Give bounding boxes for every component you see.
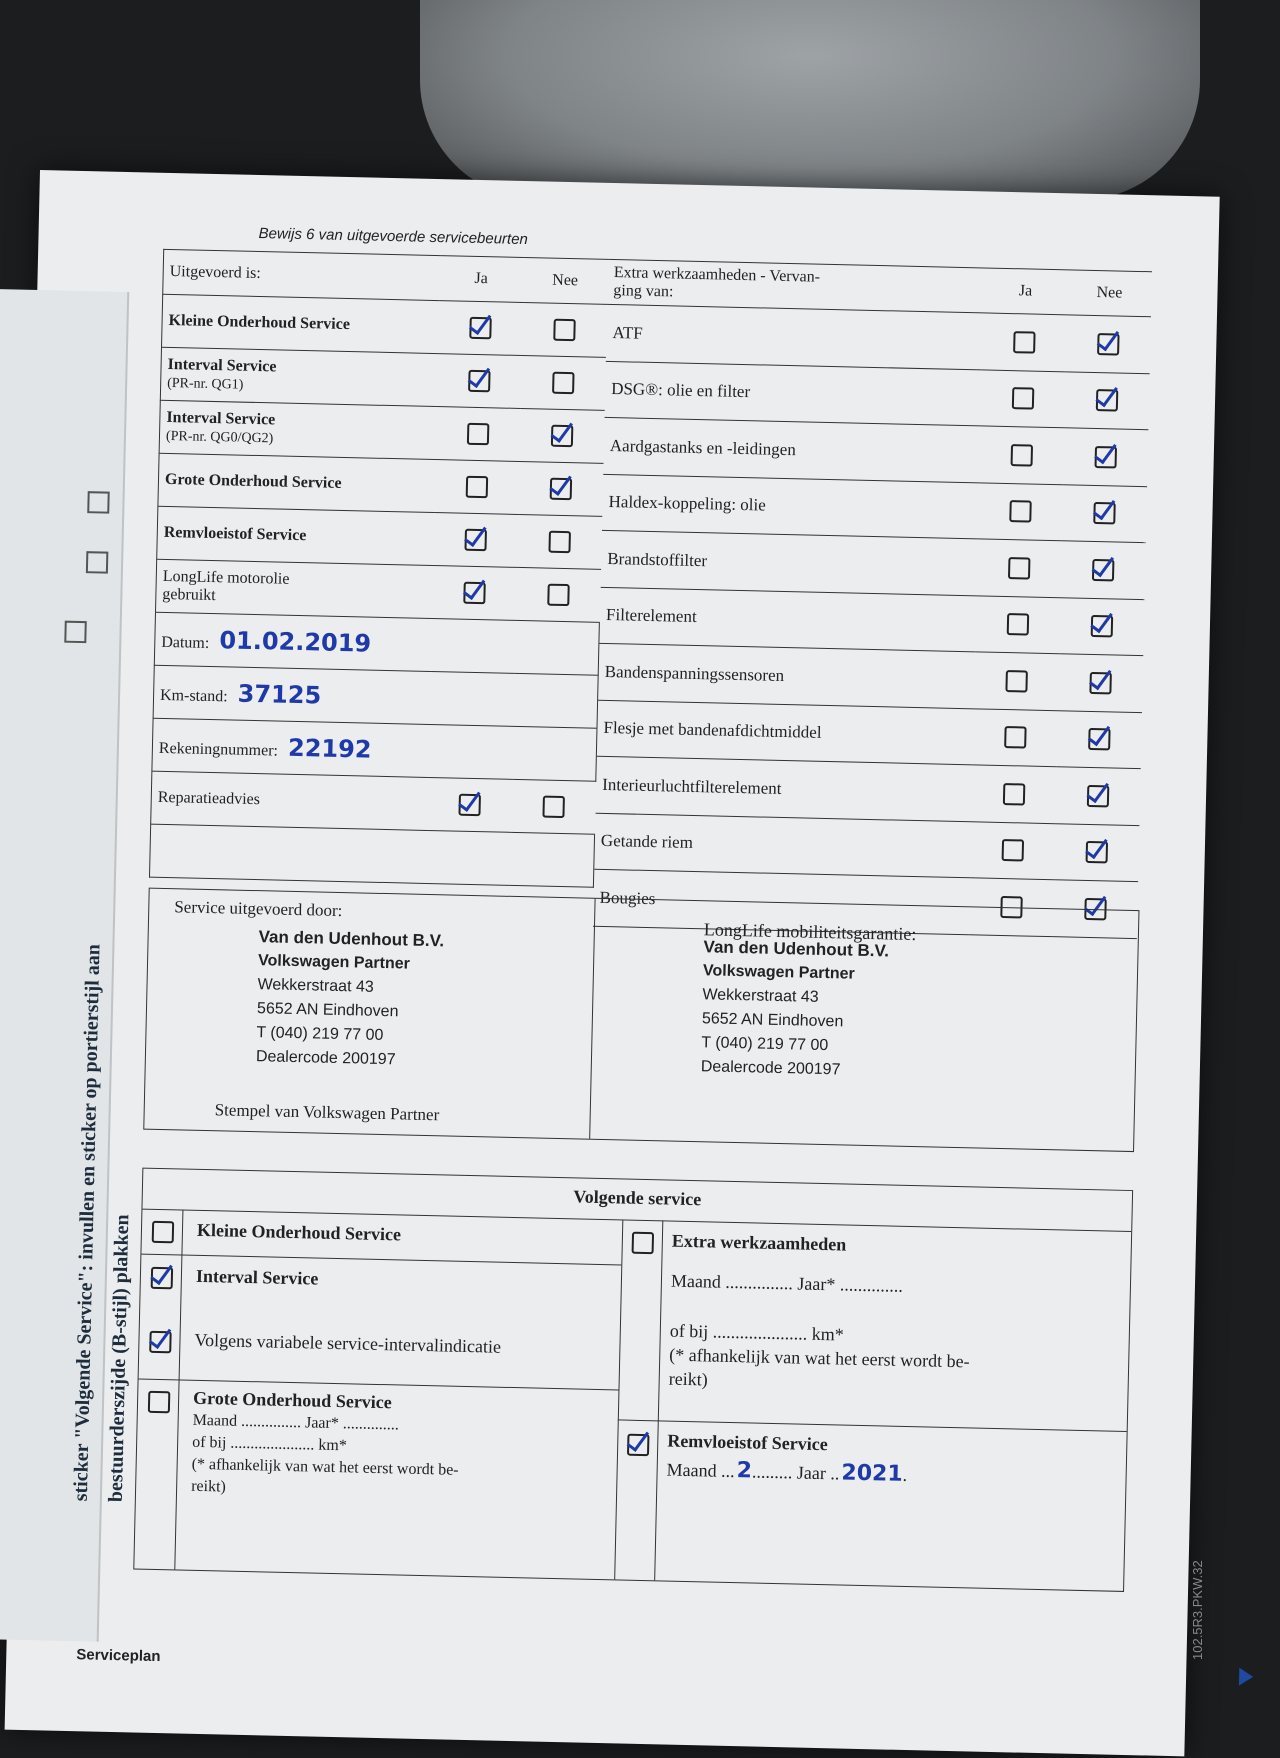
- dealer-stamp: [256, 925, 445, 1073]
- next-kleine-label: Kleine Onderhoud Service: [196, 1219, 402, 1245]
- checkbox-ja[interactable]: [469, 317, 491, 339]
- stamp-caption: Stempel van Volkswagen Partner: [214, 1100, 440, 1125]
- checkbox-nee[interactable]: [1095, 446, 1117, 468]
- dealer-stamp-right: [589, 899, 1138, 1151]
- extra-label: ATF: [606, 304, 983, 369]
- next-interval-label: Interval Service: [195, 1265, 319, 1289]
- checkbox-interval[interactable]: [151, 1267, 173, 1289]
- dealer-code: Dealercode 200197: [255, 1048, 396, 1069]
- service-sublabel: (PR-nr. QG0/QG2): [165, 428, 274, 447]
- next-grote-km: of bij ..................... km*: [191, 1433, 347, 1455]
- remvloeistof-maand-value[interactable]: 2: [736, 1458, 753, 1484]
- extra-label: Flesje met bandenafdichtmiddel: [597, 700, 974, 765]
- next-grote-note: (* afhankelijk van wat het eerst wordt be-: [191, 1455, 459, 1479]
- checkbox-ja[interactable]: [1005, 670, 1027, 692]
- reparatie-label: Reparatieadvies: [157, 788, 261, 809]
- checkbox-ja[interactable]: [1013, 331, 1035, 353]
- checkbox-nee[interactable]: [1093, 502, 1115, 524]
- extra-label: Getande riem: [594, 813, 971, 878]
- next-page-arrow-icon: [1239, 1668, 1253, 1686]
- checkbox-extra[interactable]: [632, 1232, 654, 1254]
- extra-label: DSG®: olie en filter: [605, 361, 982, 426]
- dealer-street: Wekkerstraat 43: [257, 976, 374, 996]
- checkbox-nee[interactable]: [1087, 785, 1109, 807]
- service-label: Interval Service: [166, 408, 276, 429]
- service-by-caption: Service uitgevoerd door:: [174, 897, 343, 921]
- background-cloth: [420, 0, 1200, 200]
- dealer-phone: T (040) 219 77 00: [256, 1024, 384, 1045]
- col-header-nee: Nee: [523, 257, 608, 304]
- next-variabel-label: Volgens variabele service-intervalindicatie: [194, 1329, 502, 1357]
- checkbox-nee[interactable]: [1096, 389, 1118, 411]
- km-label: Km-stand:: [159, 686, 228, 706]
- next-extra-label: Extra werkzaamheden: [671, 1230, 847, 1255]
- service-label: Remvloeistof Service: [163, 523, 307, 545]
- checkbox-ja[interactable]: [464, 529, 486, 551]
- extra-label: Interieurluchtfilterelement: [596, 756, 973, 821]
- service-label: LongLife motorolie: [162, 567, 290, 588]
- next-extra-km: of bij ..................... km*: [669, 1320, 845, 1345]
- next-extra-note2: reikt): [668, 1368, 708, 1390]
- service-label: Interval Service: [167, 355, 277, 376]
- checkbox-ja[interactable]: [1008, 557, 1030, 579]
- col-header-executed: Uitgevoerd is:: [163, 249, 440, 300]
- next-remvloeistof-date: Maand ...2......... Jaar ..2021.: [666, 1458, 908, 1487]
- dealer-name: Van den Udenhout B.V.: [258, 927, 445, 951]
- col-header-nee: Nee: [1067, 270, 1152, 317]
- side-instruction-text: sticker "Volgende Service": invullen en sticker op portierstijl aan: [69, 943, 105, 1502]
- checkbox-ja[interactable]: [1004, 726, 1026, 748]
- extra-label: Aardgastanks en -leidingen: [603, 417, 980, 482]
- col-header-ja: Ja: [983, 268, 1068, 315]
- rekening-value[interactable]: 22192: [287, 733, 372, 764]
- checkbox-nee[interactable]: [1088, 728, 1110, 750]
- checkbox-nee[interactable]: [542, 796, 564, 818]
- footer-code: 102.5R3.PKW.32: [1190, 1560, 1205, 1660]
- next-grote-maand: Maand ............... Jaar* ..............: [192, 1411, 400, 1434]
- checkbox-nee[interactable]: [1091, 615, 1113, 637]
- dealer-code: Dealercode 200197: [700, 1058, 841, 1079]
- checkbox-nee[interactable]: [549, 478, 571, 500]
- dealer-city: 5652 AN Eindhoven: [256, 1000, 399, 1021]
- extra-label: Filterelement: [599, 587, 976, 652]
- extra-label: Bougies: [593, 869, 970, 934]
- dealer-stamp: [701, 935, 890, 1083]
- km-value[interactable]: 37125: [237, 679, 322, 710]
- next-grote-note2: reikt): [190, 1477, 227, 1496]
- checkbox-ja[interactable]: [1009, 500, 1031, 522]
- checkbox-nee[interactable]: [1092, 559, 1114, 581]
- checkbox-nee[interactable]: [1097, 333, 1119, 355]
- checkbox-variabel[interactable]: [149, 1331, 171, 1353]
- side-checkbox: [86, 551, 108, 573]
- next-extra-note: (* afhankelijk van wat het eerst wordt be-: [669, 1344, 970, 1372]
- service-document-page: [5, 170, 1220, 1756]
- dealer-stamp-left: [144, 889, 595, 1139]
- col-header-ja: Ja: [439, 256, 524, 303]
- datum-label: Datum:: [161, 633, 210, 652]
- checkbox-nee[interactable]: [547, 584, 569, 606]
- dealer-type: Volkswagen Partner: [702, 962, 855, 983]
- page-title: Bewijs 6 van uitgevoerde servicebeurten: [258, 224, 529, 249]
- service-sublabel: gebruikt: [162, 585, 216, 605]
- extra-label: Haldex-koppeling: olie: [602, 474, 979, 539]
- col-header-extra: Extra werkzaamheden - Vervan- ging van:: [607, 259, 984, 313]
- checkbox-ja[interactable]: [1011, 444, 1033, 466]
- extra-label: Bandenspanningssensoren: [598, 643, 975, 708]
- side-checkbox: [87, 491, 109, 513]
- divider: [618, 1419, 1127, 1432]
- checkbox-nee[interactable]: [1089, 672, 1111, 694]
- checkbox-ja[interactable]: [1002, 839, 1024, 861]
- checkbox-ja[interactable]: [463, 582, 485, 604]
- checkbox-kleine[interactable]: [152, 1221, 174, 1243]
- service-performed-by-section: [143, 888, 1139, 1152]
- checkbox-ja[interactable]: [465, 476, 487, 498]
- service-label: Kleine Onderhoud Service: [168, 311, 351, 334]
- checkbox-remvloeistof[interactable]: [627, 1434, 649, 1456]
- dealer-name: Van den Udenhout B.V.: [703, 937, 890, 961]
- checkbox-ja[interactable]: [458, 794, 480, 816]
- rekening-label: Rekeningnummer:: [158, 739, 279, 760]
- checkbox-ja[interactable]: [1007, 613, 1029, 635]
- side-checkbox: [64, 621, 86, 643]
- checkbox-ja[interactable]: [468, 370, 490, 392]
- checkbox-nee[interactable]: [1086, 841, 1108, 863]
- next-grote-label: Grote Onderhoud Service: [192, 1387, 393, 1413]
- checkbox-ja[interactable]: [1003, 783, 1025, 805]
- right-checkbox-column: [614, 1219, 663, 1580]
- next-service-title: Volgende service: [573, 1186, 702, 1210]
- service-label: Grote Onderhoud Service: [164, 470, 342, 492]
- dealer-type: Volkswagen Partner: [257, 952, 411, 973]
- checkbox-nee[interactable]: [548, 531, 570, 553]
- extra-work-table: [593, 259, 1152, 939]
- checkbox-nee[interactable]: [552, 372, 574, 394]
- next-extra-maand: Maand ............... Jaar* ..............: [670, 1270, 904, 1296]
- checkbox-nee[interactable]: [553, 319, 575, 341]
- checkbox-nee[interactable]: [550, 425, 572, 447]
- extra-label: Brandstoffilter: [601, 530, 978, 595]
- executed-services-table: [149, 249, 608, 888]
- dealer-street: Wekkerstraat 43: [702, 986, 819, 1006]
- checkbox-ja[interactable]: [466, 423, 488, 445]
- footer-serviceplan: Serviceplan: [76, 1646, 161, 1666]
- checkbox-ja[interactable]: [1012, 387, 1034, 409]
- longlife-caption: LongLife mobiliteitsgarantie:: [703, 919, 917, 945]
- dealer-city: 5652 AN Eindhoven: [701, 1010, 844, 1031]
- empty-row: [149, 824, 594, 887]
- next-remvloeistof-label: Remvloeistof Service: [667, 1430, 828, 1455]
- remvloeistof-jaar-value[interactable]: 2021: [841, 1460, 903, 1487]
- datum-value[interactable]: 01.02.2019: [219, 626, 372, 658]
- service-record-frame: [132, 223, 1154, 1655]
- dealer-phone: T (040) 219 77 00: [701, 1034, 829, 1055]
- side-instruction-text-2: bestuurderszijde (B-stijl) plakken: [104, 1214, 134, 1503]
- service-sublabel: (PR-nr. QG1): [167, 375, 244, 393]
- checkbox-grote[interactable]: [148, 1391, 170, 1413]
- next-service-sticker: [133, 1168, 1133, 1592]
